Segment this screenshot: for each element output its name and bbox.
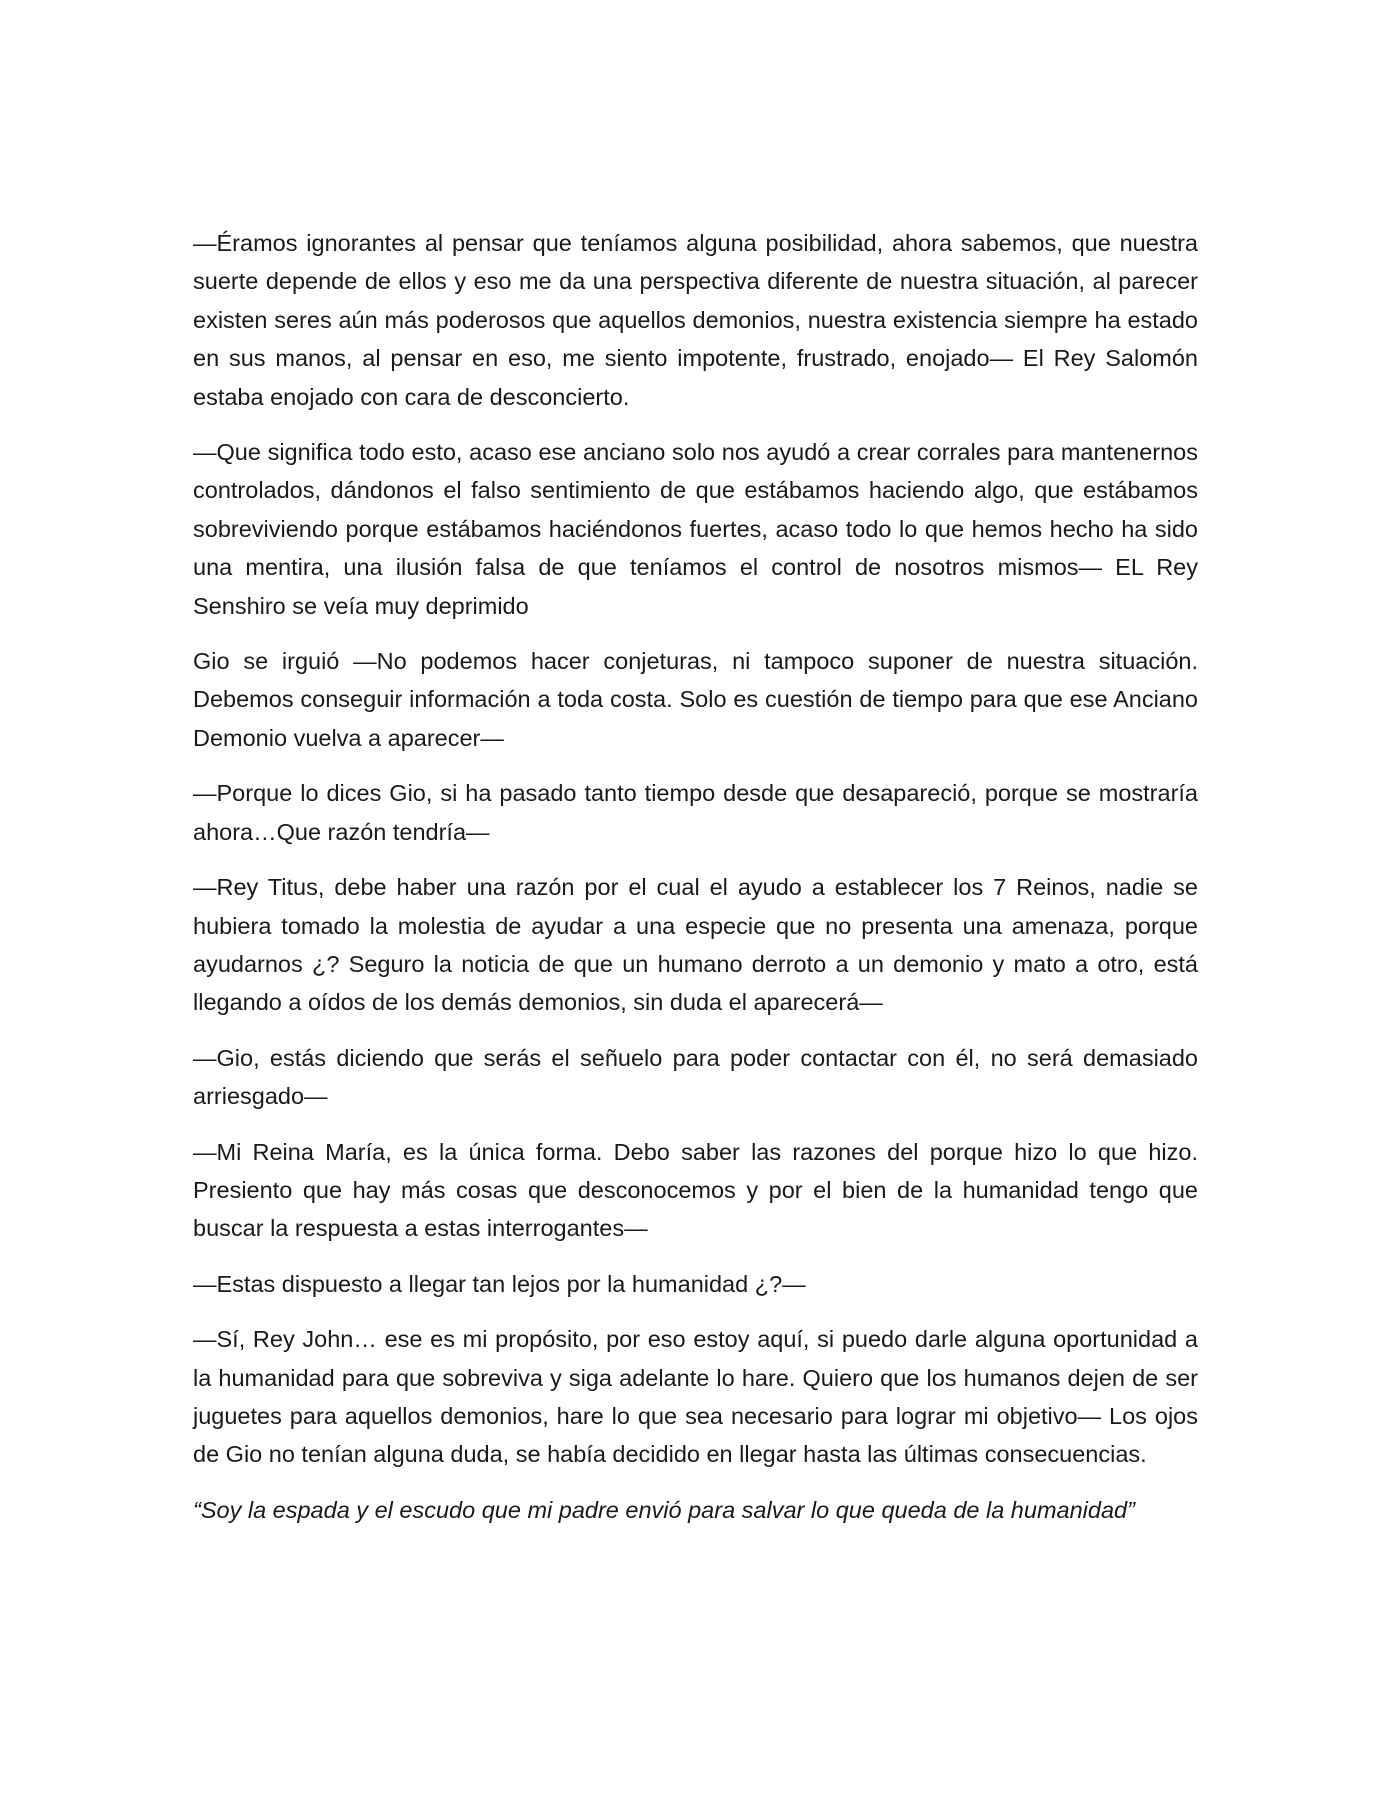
paragraph-4: —Porque lo dices Gio, si ha pasado tanto tiempo desde que desapareció, porque se mostraría ahora…Que razón tendría— — [193, 780, 1198, 845]
paragraph-7: —Mi Reina María, es la única forma. Debo saber las razones del porque hizo lo que hizo. Presiento que hay más cosas que desconocemos y por el bien de la humanidad tengo que buscar la respuesta a estas interrogantes— — [193, 1138, 1198, 1242]
paragraph-6: —Gio, estás diciendo que serás el señuelo para poder contactar con él, no será demasiado arriesgado— — [193, 1044, 1198, 1110]
paragraph-1: —Éramos ignorantes al pensar que teníamos alguna posibilidad, ahora sabemos, que nuestra suerte depende de ellos y eso me da una perspectiva diferente de nuestra situación, al parecer existen seres aún más poderosos que aquellos demonios, nuestra existencia siempre ha estado en sus manos, al pensar en eso, me siento impotente, frustrado, enojado— El Rey Salomón estaba enojado con cara de desconcierto. — [193, 230, 1198, 410]
paragraph-9: —Sí, Rey John… ese es mi propósito, por eso estoy aquí, si puedo darle alguna oportunidad a la humanidad para que sobreviva y siga adelante lo hare. Quiero que los humanos dejen de ser juguetes para aquellos demonios, hare lo que sea necesario para lograr mi objetivo— Los ojos de Gio no tenían alguna duda, se había decidido en llegar hasta las últimas consecuencias. — [193, 1326, 1198, 1468]
document-page — [193, 224, 1198, 1546]
paragraph-8: —Estas dispuesto a llegar tan lejos por la humanidad ¿?— — [193, 1270, 806, 1297]
closing-quote: “Soy la espada y el escudo que mi padre envió para salvar lo que queda de la humanidad” — [193, 1496, 1135, 1523]
paragraph-5: —Rey Titus, debe haber una razón por el cual el ayudo a establecer los 7 Reinos, nadie se hubiera tomado la molestia de ayudar a una especie que no presenta una amenaza, porque ayudarnos ¿? Seguro la noticia de que un humano derroto a un demonio y mato a otro, está llegando a oídos de los demás demonios, sin duda el aparecerá— — [193, 874, 1198, 1016]
paragraph-2: —Que significa todo esto, acaso ese anciano solo nos ayudó a crear corrales para mantenernos controlados, dándonos el falso sentimiento de que estábamos haciendo algo, que estábamos sobreviviendo porque estábamos haciéndonos fuertes, acaso todo lo que hemos hecho ha sido una mentira, una ilusión falsa de que teníamos el control de nosotros mismos— EL Rey Senshiro se veía muy deprimido — [193, 439, 1198, 619]
paragraph-3: Gio se irguió —No podemos hacer conjeturas, ni tampoco suponer de nuestra situación. Debemos conseguir información a toda costa. Solo es cuestión de tiempo para que ese Anciano Demonio vuelva a aparecer— — [193, 648, 1198, 751]
